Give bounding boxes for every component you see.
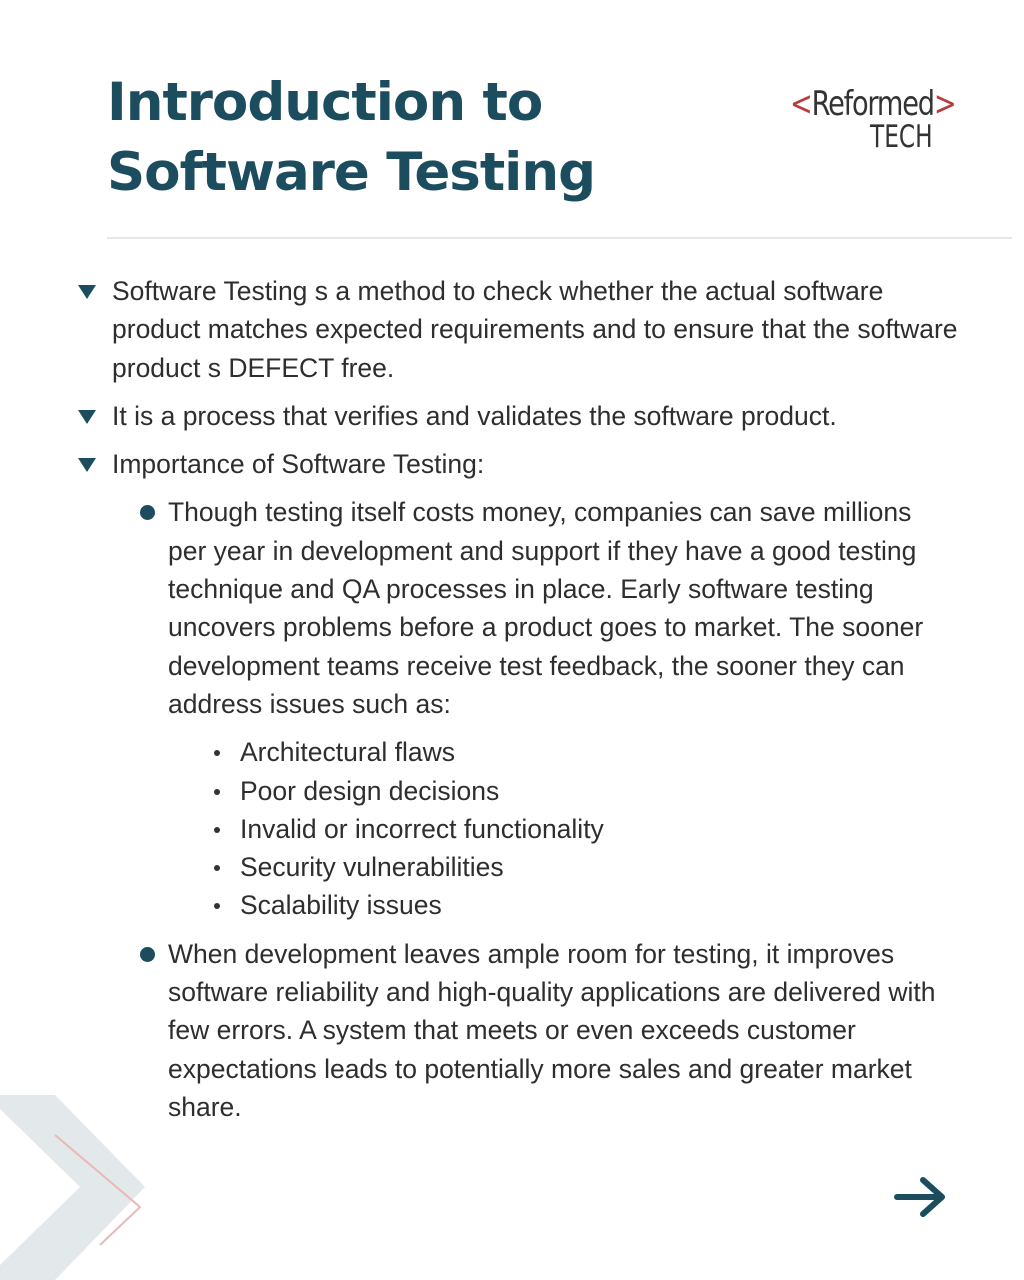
small-bullet-icon	[214, 903, 220, 909]
sub-list-item	[0, 935, 1024, 1126]
issue-text: Architectural flaws	[240, 737, 456, 768]
small-bullet-icon	[214, 827, 220, 833]
issues-list	[0, 733, 1024, 924]
bullet-text-1: Software Testing s a method to check whether the actual software product matches expected requirements and to ensure that the software product s DEFECT free.	[112, 276, 958, 383]
issue-text: Security vulnerabilities	[240, 852, 504, 883]
triangle-bullet-icon	[78, 285, 96, 299]
triangle-bullet-icon	[78, 410, 96, 424]
small-bullet-icon	[214, 750, 220, 756]
dot-bullet-icon	[140, 505, 155, 520]
chevron-decoration-icon	[0, 1095, 150, 1280]
issue-text: Scalability issues	[240, 890, 442, 921]
importance-point-1: Though testing itself costs money, companies can save millions per year in development and support if they have a good testing technique and QA processes in place. Early software testing uncovers problems before a product goes to market. The sooner development teams receive test feedback, the sooner they can address issues such as:	[168, 497, 924, 719]
bullet-text-2: It is a process that verifies and validates the software product.	[112, 400, 837, 431]
logo-open-bracket: <	[790, 84, 812, 124]
issue-item	[0, 886, 1024, 924]
small-bullet-icon	[214, 865, 220, 871]
issue-text: Invalid or incorrect functionality	[240, 813, 604, 844]
title-line-1: Introduction to	[107, 72, 543, 133]
bullet-text-3: Importance of Software Testing:	[112, 449, 485, 480]
small-bullet-icon	[214, 789, 220, 795]
issue-text: Poor design decisions	[240, 775, 500, 806]
reformed-tech-logo	[790, 82, 960, 162]
issue-item	[0, 810, 1024, 848]
issue-item	[0, 733, 1024, 771]
list-item	[0, 397, 1024, 435]
logo-close-bracket: >	[933, 84, 956, 124]
importance-point-2: When development leaves ample room for testing, it improves software reliability and high-quality applications are delivered with few errors. A system that meets or even exceeds customer expectations leads to potentially more sales and greater market share.	[168, 938, 936, 1122]
title-line-2: Software Testing	[107, 142, 596, 203]
list-item	[0, 272, 1024, 387]
issue-item	[0, 772, 1024, 810]
triangle-bullet-icon	[78, 458, 96, 472]
arrow-right-icon[interactable]	[893, 1175, 949, 1219]
dot-bullet-icon	[140, 947, 155, 962]
logo-word: Reformed	[811, 84, 934, 124]
sub-list-item	[0, 493, 1024, 723]
page-title	[107, 68, 667, 208]
logo-sub: TECH	[870, 119, 933, 155]
issue-item	[0, 848, 1024, 886]
main-content	[0, 272, 1024, 1136]
list-item	[0, 445, 1024, 483]
header-divider	[107, 237, 1012, 239]
